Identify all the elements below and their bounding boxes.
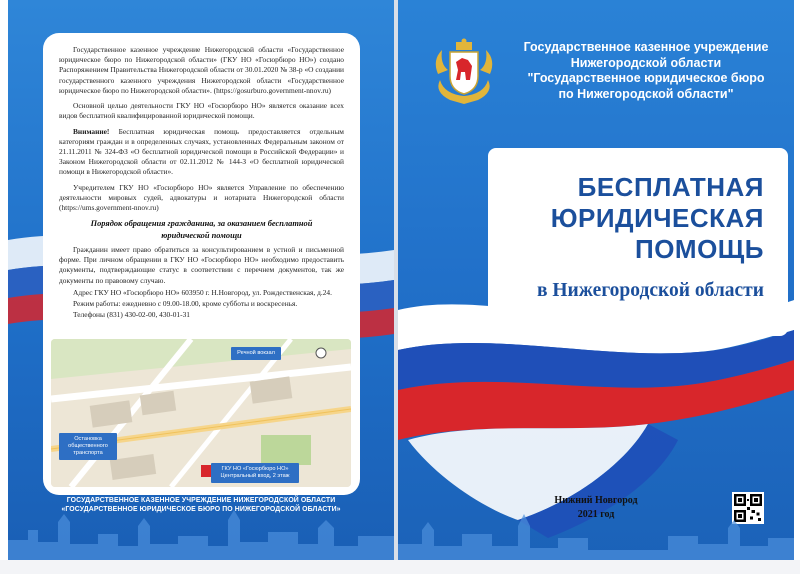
attention-text: Бесплатная юридическая помощь предоставляется отдельным категориям граждан и в определенных случаях, установленных Федеральным законом от 21.11.2011 № 324-ФЗ «О бесплатной юридической помощи в Российской Федерации» и Законом Нижегородской области от 02.11.2012 № 144-З «О бесплатной юридической помощи в Нижегородской области». (59, 126, 344, 177)
org-line-1: Государственное казенное учреждение (523, 40, 769, 54)
intro-paragraph: Государственное казенное учреждение Нижегородской области «Государственное юридическое бюро по Нижегородской области» (ГКУ НО «Госюрбюро НО») создано Распоряжением Правительства Нижегородской области от 30.01.2020 № 38-р «О создании государственного казенного учреждения Нижегородской области «Государственное юридическое бюро по Нижегородской области». (https://gosurburo.government-nnov.ru) (59, 45, 345, 95)
title-line-3: ПОМОЩЬ (635, 234, 764, 265)
left-page (8, 0, 394, 560)
scan-bottom-margin (0, 560, 800, 574)
map-drawing (51, 339, 351, 487)
main-title-card (488, 148, 788, 336)
attention-label: Внимание! (73, 126, 110, 136)
org-line-4: по Нижегородской области" (558, 86, 734, 101)
attention-paragraph (59, 127, 344, 178)
footer-line-1: ГОСУДАРСТВЕННОЕ КАЗЕННОЕ УЧРЕЖДЕНИЕ НИЖЕГОРОДСКОЙ ОБЛАСТИ (66, 497, 336, 504)
order-heading: Порядок обращения гражданина, за оказанием бесплатной юридической помощи (90, 219, 313, 240)
location-map (51, 339, 351, 487)
map-label-office: ГКУ НО «Госюрбюро НО» Центральный вход, 2 этаж (211, 463, 299, 483)
regional-coat-of-arms-icon (428, 36, 500, 108)
org-line-3: "Государственное юридическое бюро (527, 71, 765, 86)
map-label-transport-stop: Остановка общественного транспорта (59, 433, 117, 460)
hours-line: Режим работы: ежедневно с 09.00-18.00, кроме субботы и воскресенья. (73, 299, 298, 309)
city-skyline-left (8, 500, 394, 560)
org-line-2: Нижегородской области (570, 55, 722, 70)
title-line-1: БЕСПЛАТНАЯ (577, 172, 764, 202)
purpose-paragraph: Основной целью деятельности ГКУ НО «Госюрбюро НО» является оказание всех видов бесплатной квалифицированной юридической помощи. (59, 101, 344, 121)
phones-line: Телефоны (831) 430-02-00, 430-01-31 (73, 310, 190, 320)
map-label-station: Речной вокзал (231, 347, 281, 360)
address-line: Адрес ГКУ НО «Госюрбюро НО» 603950 г. Н.Новгород, ул. Рождественская, д.24. (73, 287, 332, 297)
publication-year: 2021 год (577, 508, 615, 520)
title-line-2: ЮРИДИЧЕСКАЯ (550, 203, 764, 234)
order-paragraph: Гражданин имеет право обратиться за консультированием в устной и письменной форме. При личном обращении в ГКУ НО «Госюрбюро НО» необходимо предоставить документы, подтверждающие статус в соответствии с перечнем документов, так же документы по правовому случаю. (59, 244, 344, 285)
organization-title (502, 40, 790, 103)
city-name: Нижний Новгород (554, 495, 638, 506)
info-text-card (43, 33, 360, 495)
right-page (398, 0, 794, 560)
footer-line-2: «ГОСУДАРСТВЕННОЕ ЮРИДИЧЕСКОЕ БЮРО ПО НИЖЕГОРОДСКОЙ ОБЛАСТИ» (61, 506, 341, 514)
main-title (488, 172, 764, 266)
city-skyline-right (398, 500, 794, 560)
founder-paragraph: Учредителем ГКУ НО «Госюрбюро НО» является Управление по обеспечению деятельности мировых судей, адвокатуры и нотариата Нижегородской области (https://ums.government-nnov.ru) (59, 182, 344, 213)
subtitle: в Нижегородской области (536, 280, 764, 301)
